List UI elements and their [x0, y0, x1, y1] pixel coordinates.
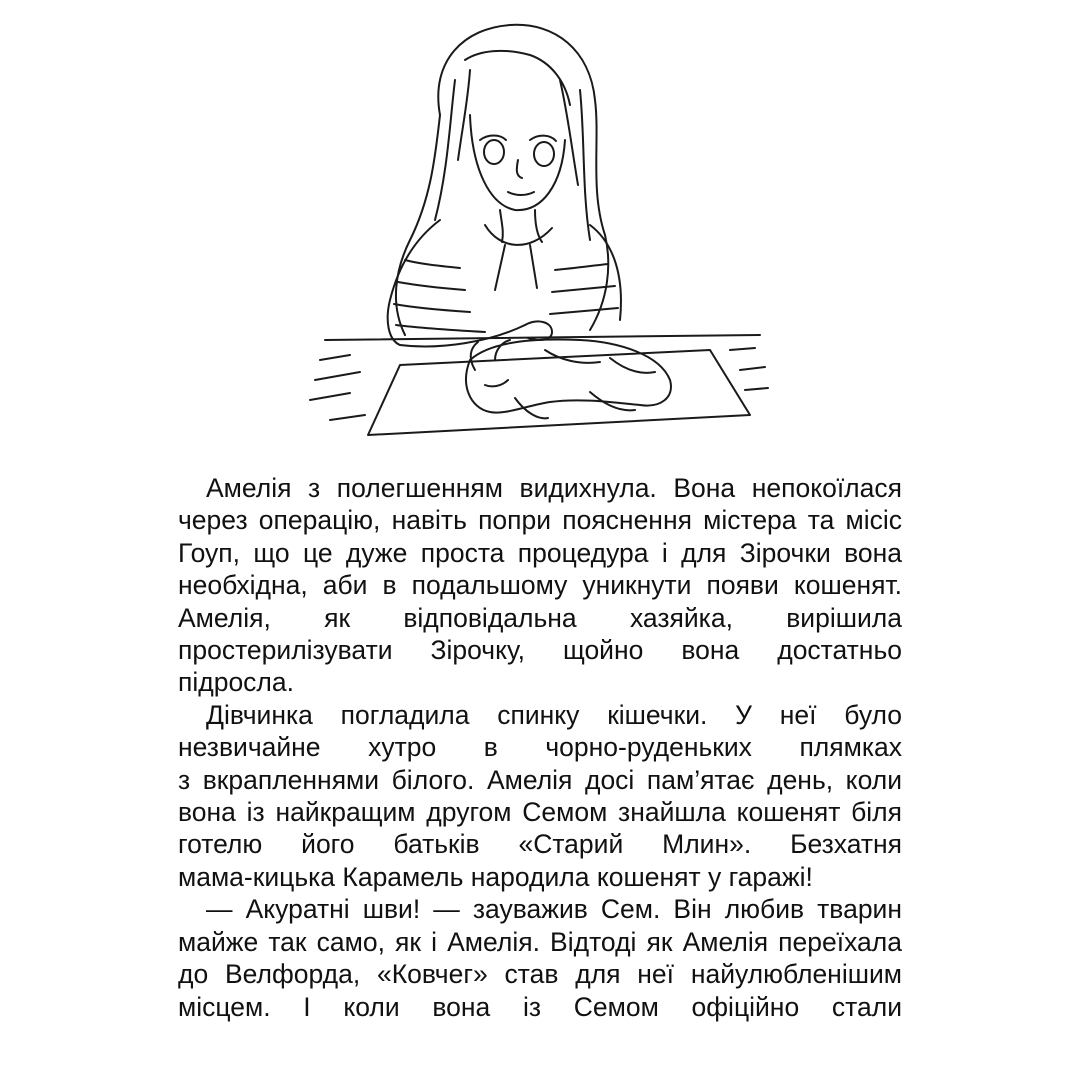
paragraph [178, 699, 902, 893]
text-line: вона із найкращим другом Семом знайшла кошенят біля [178, 797, 902, 828]
text-line: — Акуратні шви! — зауважив Сем. Він любив тварин [206, 894, 902, 925]
text-line: підросла. [178, 667, 294, 698]
text-line: незвичайне хутро в чорно-руденьких плямках [178, 732, 902, 763]
text-line: необхідна, аби в подальшому уникнути появи кошенят. [178, 570, 902, 601]
text-line: простерилізувати Зірочку, щойно вона достатньо [178, 635, 902, 666]
text-line: Гоуп, що це дуже проста процедура і для Зірочки вона [178, 537, 902, 568]
text-line: Амелія, як відповідальна хазяйка, вирішила [178, 602, 902, 633]
paragraph [178, 472, 902, 699]
text-line: з вкрапленнями білого. Амелія досі пам’ятає день, коли [178, 764, 902, 795]
text-line: через операцію, навіть попри пояснення містера та місіс [178, 505, 902, 536]
text-line: готелю його батьків «Старий Млин». Безхатня [178, 829, 902, 860]
text-line: мама-кицька Карамель народила кошенят у гаражі! [178, 861, 813, 892]
text-block [178, 472, 902, 1023]
text-line: до Велфорда, «Ковчег» став для неї найулюбленішим [178, 959, 902, 990]
girl-and-kitten-illustration [290, 20, 780, 445]
text-line: Амелія з полегшенням видихнула. Вона непокоїлася [206, 473, 902, 503]
paragraph [178, 893, 902, 1023]
text-line: місцем. І коли вона із Семом офіційно стали [178, 991, 902, 1022]
text-line: майже так само, як і Амелія. Відтоді як Амелія переїхала [178, 926, 902, 957]
text-line: Дівчинка погладила спинку кішечки. У неї було [206, 699, 902, 730]
